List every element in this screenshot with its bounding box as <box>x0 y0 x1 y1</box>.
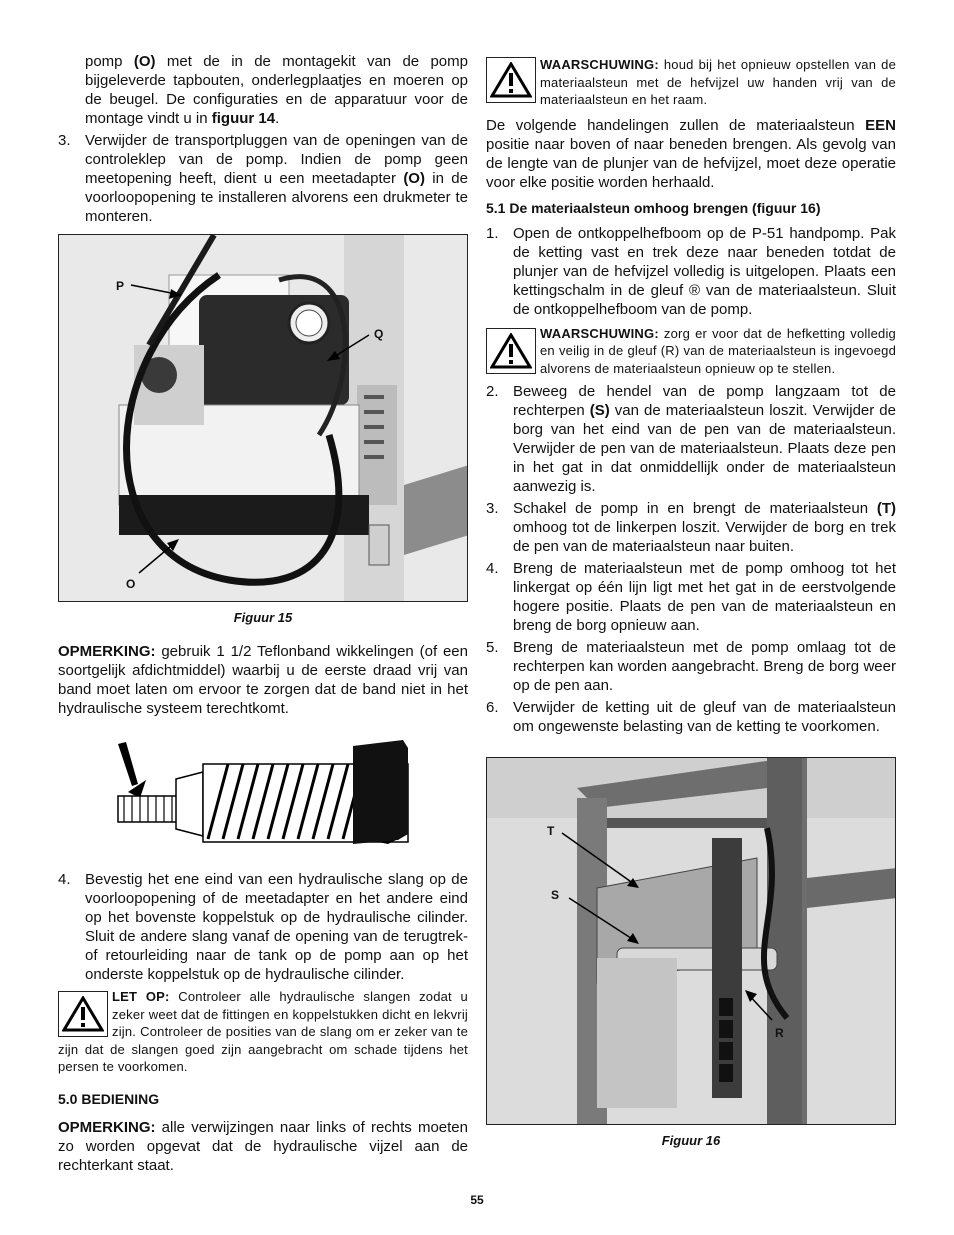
step-1 <box>486 224 896 319</box>
step-text: Schakel de pomp in en brengt de materiaalsteun (T) omhoog tot de linkerpen loszit. Verwijder de borg en trek de pen van de materiaalsteun naar buiten. <box>513 500 896 555</box>
fig15-label-q: Q <box>374 327 384 341</box>
figure-16-photo <box>486 757 896 1125</box>
step-number: 2. <box>486 383 499 400</box>
note-teflon <box>58 642 468 718</box>
step-4 <box>58 870 468 984</box>
warning-text: houd bij het opnieuw opstellen van de materiaalsteun met de hefvijzel uw handen vrij van de materiaalsteun en het raam. <box>540 57 896 107</box>
figure-15-caption: Figuur 15 <box>233 610 293 625</box>
warning-triangle-icon <box>486 57 536 103</box>
left-column <box>58 52 468 1175</box>
caution-label: LET OP: <box>112 989 170 1004</box>
intro-paragraph <box>58 52 468 128</box>
step-4 <box>486 559 896 635</box>
press-illustration <box>487 758 896 1125</box>
step-text: Breng de materiaalsteun met de pomp omlaag tot de rechterpen kan worden aangebracht. Breng de borg weer op de pen aan. <box>513 639 896 694</box>
text: met de in de montagekit van de pomp bijgeleverde tapbouten, onderlegplaatjes en moeren op de beugel. De configuraties en de apparatuur voor de montage vindt u in <box>85 53 468 127</box>
warning-box-1 <box>486 56 896 109</box>
subheading-5-1: 5.1 De materiaalsteun omhoog brengen (figuur 16) <box>486 199 821 216</box>
fig16-label-s: S <box>551 888 560 902</box>
warning-text: zorg er voor dat de hefketting volledig en veilig in de gleuf (R) van de materiaalsteun is ingevoegd alvorens de materiaalsteun opnieuw op te stellen. <box>540 325 896 376</box>
step-number: 3. <box>486 500 499 517</box>
text: . <box>275 110 280 127</box>
warning-triangle-icon <box>58 991 108 1037</box>
step-2 <box>486 382 896 496</box>
fig16-label-t: T <box>547 824 555 838</box>
warning-label: WAARSCHUWING: <box>540 325 659 341</box>
step-text: Beweeg de hendel van de pomp langzaam tot de rechterpen (S) van de materiaalsteun loszit. Verwijder de borg van het eind van de pen van de materiaalsteun. Verwijder de pen van de materiaalsteun. Plaats deze pen in het gat in dat onmiddellijk onder de materiaalsteun aanwezig is. <box>513 383 896 495</box>
step-3 <box>58 131 468 226</box>
ref-o: (O) <box>133 53 156 70</box>
intro-paragraph: De volgende handelingen zullen de materiaalsteun EEN positie naar boven of naar beneden brengen. Als gevolg van de lengte van de plunjer van de hefvijzel, moet deze operatie voor elke positie worden herhaald. <box>486 116 896 191</box>
caution-text: Controleer alle hydraulische slangen zodat u zeker weet dat de fittingen en koppelstukken dicht en lekvrij zijn. Controleer de posities van de slang om er zeker van te zijn dat de slangen goed zijn aangebracht om schade tijdens het persen te voorkomen. <box>58 989 468 1074</box>
page-number: 55 <box>470 1193 484 1207</box>
step-3 <box>486 499 896 556</box>
step-number: 4. <box>486 560 499 577</box>
fitting-drawing <box>58 734 468 854</box>
warning-box-2 <box>486 325 896 378</box>
step-number: 1. <box>486 224 499 242</box>
step-number: 5. <box>486 639 499 656</box>
fig15-label-p: P <box>116 279 125 293</box>
note-directions <box>58 1118 468 1175</box>
text: pomp <box>85 53 134 70</box>
right-column <box>486 56 896 1150</box>
step-text: Breng de materiaalsteun met de pomp omhoog tot het linkergat op één lijn ligt met het gat in de eerstvolgende hogere positie. Plaats de pen van de materiaalsteun en breng de borg opnieuw aan. <box>513 560 896 634</box>
note-label: OPMERKING: <box>58 643 156 660</box>
step-5 <box>486 638 896 695</box>
step-text: Verwijder de transportpluggen van de openingen van de controleklep van de pomp. Indien de pomp geen meetopening heeft, dient u een meetadapter (O) in de voorloopopening te installeren alvorens een drukmeter te monteren. <box>85 132 468 225</box>
step-text: Bevestig het ene eind van een hydraulische slang op de voorloopopening of de meetadapter en het andere eind op het bovenste koppelstuk op de hydraulische cilinder. Sluit de andere slang vanaf de opening van de terugtrek- of retourleiding naar de tank op de pomp aan op het onderste koppelstuk op de hydraulische cilinder. <box>85 871 468 983</box>
step-text: Open de ontkoppelhefboom op de P-51 handpomp. Pak de ketting vast en trek deze naar beneden totdat de plunjer van de hefvijzel volledig is uitgelopen. Plaats een kettingschalm in de gleuf ® van de materiaalsteun. Sluit de ontkoppelhefboom van de pomp. <box>513 224 896 318</box>
step-number: 3. <box>58 132 71 149</box>
warning-triangle-icon <box>486 328 536 374</box>
note-text: gebruik 1 1/2 Teflonband wikkelingen (of een soortgelijk afdichtmiddel) waarbij u de eerste draad vrij van band moet laten om ervoor te zorgen dat de band niet in het hydraulische systeem terechtkomt. <box>58 643 468 717</box>
teflon-fitting-illustration <box>58 734 468 854</box>
step-number: 4. <box>58 871 71 888</box>
figure-16-caption: Figuur 16 <box>661 1133 721 1148</box>
fig16-label-r: R <box>775 1026 784 1040</box>
step-6 <box>486 698 896 736</box>
section-heading-5-0: 5.0 BEDIENING <box>58 1090 160 1107</box>
note-label: OPMERKING: <box>58 1118 156 1136</box>
fig15-label-o: O <box>126 577 136 591</box>
warning-label: WAARSCHUWING: <box>540 57 659 72</box>
caution-box <box>58 988 468 1076</box>
ref-figure-14: figuur 14 <box>211 110 276 127</box>
step-number: 6. <box>486 699 499 716</box>
note-text: alle verwijzingen naar links of rechts moeten zo worden opgevat dat de hydraulische vijzel aan de rechterkant staat. <box>58 1118 468 1174</box>
step-text: Verwijder de ketting uit de gleuf van de materiaalsteun om ongewenste belasting van de ketting te voorkomen. <box>513 699 896 735</box>
figure-15-photo <box>58 234 468 602</box>
